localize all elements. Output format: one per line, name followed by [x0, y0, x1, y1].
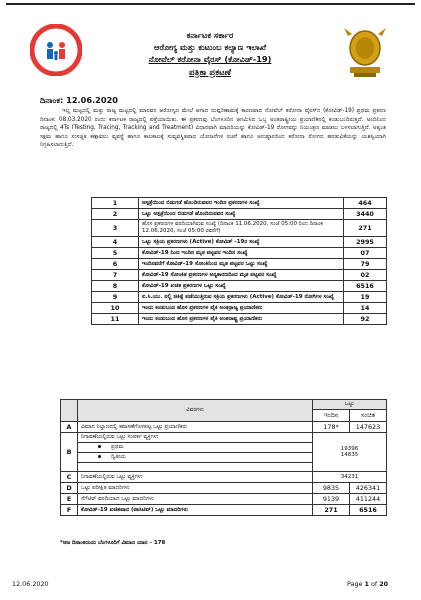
row-value: 14 — [344, 303, 387, 314]
row-label: ಕೋವಿಡ್-19 ಖಚಿತವಾದ (ಪಾಸಿಟಿವ್) ಒಟ್ಟು ಮಾದರಿಗಳು — [78, 505, 313, 516]
row-value: 464 — [344, 198, 387, 209]
row-label: ಇಂದು ಕಂಡುಬಂದ ಹೊಸ ಪ್ರಕರಣಗಳ ಪೈಕಿ ಅಂತರ್ರಾಜ್ಯ ಪ್ರಯಾಣಿಕರು — [139, 303, 344, 314]
summary-table — [91, 197, 387, 325]
row-label: ನೆಗೆಟಿವ್ ವರದಿಯಾದ ಒಟ್ಟು ಮಾದರಿಗಳು — [78, 494, 313, 505]
table-header-row — [61, 400, 387, 410]
row-number: 8 — [92, 281, 139, 292]
page-number — [347, 580, 388, 588]
secondary-contacts-value: 14835 — [340, 452, 359, 458]
row-cumulative: 6516 — [350, 505, 387, 516]
row-letter: D — [61, 483, 78, 494]
karnataka-emblem-logo — [342, 24, 388, 80]
list-item — [78, 443, 313, 453]
row-label: ಒಟ್ಟು ಪರೀಕ್ಷಿತ ಮಾದರಿಗಳು — [78, 483, 313, 494]
row-value: 07 — [344, 248, 387, 259]
table-row — [92, 270, 387, 281]
row-cumulative: 147623 — [350, 422, 387, 433]
row-number: 5 — [92, 248, 139, 259]
row-letter: F — [61, 505, 78, 516]
table-row — [61, 494, 387, 505]
row-label: ನಿಗಾವಣೆಯಲ್ಲಿರುವ ಒಟ್ಟು ಸಂಪರ್ಕ ವ್ಯಕ್ತಿಗಳು — [78, 433, 313, 443]
row-number: 4 — [92, 237, 139, 248]
row-letter: C — [61, 472, 78, 483]
table-row — [61, 433, 387, 443]
table-row — [61, 483, 387, 494]
row-value: 3440 — [344, 209, 387, 220]
row-letter: B — [61, 433, 78, 472]
footer-date: 12.06.2020 — [12, 580, 49, 588]
row-label: ಇಂದು ಕಂಡುಬಂದ ಹೊಸ ಪ್ರಕರಣಗಳ ಪೈಕಿ ಅಂತರಾಷ್ಟ್ರ ಪ್ರಯಾಣಿಕರು — [139, 314, 344, 325]
row-number: 10 — [92, 303, 139, 314]
row-number: 7 — [92, 270, 139, 281]
row-number: 3 — [92, 220, 139, 237]
header-today: ಇಂದಿನ — [313, 410, 350, 422]
row-number: 6 — [92, 259, 139, 270]
row-value: 19 — [344, 292, 387, 303]
bullet-icon — [98, 445, 101, 448]
table-row — [92, 237, 387, 248]
row-label: ಒಟ್ಟು ಸಕ್ರಿಯ ಪ್ರಕರಣಗಳು (Active) ಕೋವಿಡ್ -19ರ ಸಂಖ್ಯೆ — [139, 237, 344, 248]
table-row — [92, 198, 387, 209]
row-label: ವಿಮಾನ ನಿಲ್ದಾಣದಲ್ಲಿ ತಪಾಸಣೆಗೊಳಪಟ್ಟ ಒಟ್ಟು ಪ್ರಯಾಣಿಕರು — [78, 422, 313, 433]
row-label: ಕೋವಿಡ್-19 ನಿಂದ ಇಂದಿನ ಮೃತ ಪಟ್ಟವರ ಇಂದಿನ ಸಂಖ್ಯೆ — [139, 248, 344, 259]
row-number: 1 — [92, 198, 139, 209]
row-cumulative: 411244 — [350, 494, 387, 505]
page-of: of — [368, 580, 380, 588]
table-row — [92, 281, 387, 292]
header-total: ಒಟ್ಟು — [313, 400, 387, 410]
subject-title: ನೋವೆಲ್ ಕರೋನಾ ವೈರಸ್ (ಕೋವಿಡ್-19) — [148, 54, 272, 64]
row-number: 9 — [92, 292, 139, 303]
intro-paragraph — [40, 107, 386, 150]
row-value: 79 — [344, 259, 387, 270]
primary-contacts-value: 19396 — [340, 446, 359, 452]
row-label: ಇಂದಿನವರೆಗೆ ಕೋವಿಡ್-19 ಸೋಂಕಿನಿಂದ ಮೃತ ಪಟ್ಟವರ ಒಟ್ಟು ಸಂಖ್ಯೆ — [139, 259, 344, 270]
row-letter: E — [61, 494, 78, 505]
row-today: 9139 — [313, 494, 350, 505]
row-label: ಕೋವಿಡ್-19 ಸೋಂಕಿತ ಪ್ರಕರಣಗಳ ಅನ್ಯಕಾರಣದಿಂದ ಮೃತ ಪಟ್ಟವರ ಸಂಖ್ಯೆ — [139, 270, 344, 281]
press-release-title: ಪತ್ರಿಕಾ ಪ್ರಕಟಣೆ — [189, 68, 231, 78]
table-row — [92, 303, 387, 314]
page-prefix: Page — [347, 580, 365, 588]
table-row — [92, 209, 387, 220]
row-number: 2 — [92, 209, 139, 220]
row-today: 178* — [313, 422, 350, 433]
surveillance-table — [60, 399, 387, 516]
bullet-icon — [98, 455, 101, 458]
row-value: 92 — [344, 314, 387, 325]
row-label: ನಿಗಾವಣೆಯಲ್ಲಿರುವ ಒಟ್ಟು ವ್ಯಕ್ತಿಗಳು — [78, 472, 313, 483]
row-today: 271 — [313, 505, 350, 516]
spacer-cell — [78, 463, 313, 472]
row-today: 9835 — [313, 483, 350, 494]
footnote: *ಆಜ ದಿನಾಂಕದಂದು ಬೆಂಗಳೂರಿಗೆ ವಿಮಾನ ಯಾನ – 178 — [60, 540, 166, 546]
department-title: ಆರೋಗ್ಯ ಮತ್ತು ಕುಟುಂಬ ಕಲ್ಯಾಣ ಇಲಾಖೆ — [153, 42, 267, 52]
header-cell — [61, 400, 78, 422]
table-row — [92, 220, 387, 237]
row-value: 2995 — [344, 237, 387, 248]
table-row — [92, 259, 387, 270]
row-label: ಹೊಸ ಪ್ರಕರಣಗಳ ವರದಿಯಾಗಿರುವ ಸಂಖ್ಯೆ (ದಿನಾಂಕ 11.06.2020, ಸಂಜೆ 05:00 ರಿಂದ ದಿನಾಂಕ 12.06.2020, ಸಂಜೆ 05:00 ರವರೆಗೆ) — [139, 220, 344, 237]
table-row — [92, 248, 387, 259]
row-value: 34231 — [313, 472, 387, 483]
row-number: 11 — [92, 314, 139, 325]
row-label: ಕೋವಿಡ್-19 ಖಚಿತ ಪ್ರಕರಣಗಳ ಒಟ್ಟು ಸಂಖ್ಯೆ — [139, 281, 344, 292]
row-label: ಒಟ್ಟು ಆಸ್ಪತ್ರೆಯಿಂದ ಬಿಡುಗಡೆ ಹೊಂದಿರುವವರ ಸಂಖ್ಯೆ — [139, 209, 344, 220]
release-date: ದಿನಾಂಕ: 12.06.2020 — [40, 95, 118, 105]
table-row — [92, 314, 387, 325]
header-details: ವಿವರಗಳು — [78, 400, 313, 422]
page-no: 1 — [364, 580, 369, 588]
national-health-mission-logo — [30, 24, 82, 76]
top-rule — [6, 3, 415, 5]
header-cumulative: ಸಂಚಿತ — [350, 410, 387, 422]
row-cumulative: 426341 — [350, 483, 387, 494]
contacts-values — [313, 433, 387, 472]
table-row — [61, 472, 387, 483]
row-label: ಆಸ್ಪತ್ರೆಯಿಂದ ಬಿಡುಗಡೆ ಹೊಂದಿರುವವರ ಇಂದಿನ ಪ್ರಕರಣಗಳ ಸಂಖ್ಯೆ — [139, 198, 344, 209]
row-letter: A — [61, 422, 78, 433]
page-total: 20 — [379, 580, 389, 588]
primary-label: ಪ್ರಥಮ — [111, 444, 124, 450]
secondary-label: ದ್ವಿತೀಯ — [111, 454, 126, 460]
government-title: ಕರ್ನಾಟಕ ಸರ್ಕಾರ — [186, 30, 234, 40]
row-value: 271 — [344, 220, 387, 237]
table-row — [92, 292, 387, 303]
row-value: 02 — [344, 270, 387, 281]
table-row — [61, 505, 387, 516]
row-label: ಐ.ಸಿ.ಯು. ನಲ್ಲಿ ಚಿಕಿತ್ಸೆ ಪಡೆಯುತ್ತಿರುವ ಸಕ್ರಿಯ ಪ್ರಕರಣಗಳು (Active) ಕೋವಿಡ್-19 ರೋಗಿಗಳ ಸಂಖ್ಯೆ — [139, 292, 344, 303]
list-item — [78, 453, 313, 463]
row-value: 6516 — [344, 281, 387, 292]
intro-paragraph-text: ಇಲ್ಲ ಮಟ್ಟದಲ್ಲಿ ಮತ್ತು ರಾಜ್ಯ ಮಟ್ಟದಲ್ಲಿ ಮಾನವನ ಆರೋಗ್ಯದ ಮೇಲೆ ಆಗಾದ ದುಷ್ಪರಿಣಾಮಕ್ಕೆ ಕಾರಣವಾದ ನೋವೆಲ್ ಕರೋನಾ ವೈರಸ್‌ನ (ಕೋವಿಡ್-19) ಪ್ರಥಮ ಪ್ರಕರಣ ದಿನಾಂಕ: 08.03.2020 ರಂದು ಕರ್ನಾಟಕ ರಾಜ್ಯದಲ್ಲಿ ಪತ್ತೆಯಾಯಿತು. ಈ ಪ್ರಕರಣವು ಬೆಂಗಳೂರಿನ ಆಗಮಿಸಿದ ಒಬ್ಬ ಅಂತರಾಷ್ಟ್ರೀಯ ಪ್ರಯಾಣಿಕನಲ್ಲಿ ಕಂಡುಬಂದಿರುತ್ತದೆ. ಅಂದಿನಿಂದ ರಾಜ್ಯದಲ್ಲಿ 4Ts (Testing, Tracing, Tracking and Treatment) ವಿಧಾನವಾಗಿ ಮಾದರಿಯನ್ನು ಕೋವಿಡ್-19 ರೋಗವನ್ನು ನಿಯಂತ್ರಣ ಮಾಡಲು ಬಳಸಲಾಗುತ್ತಿದೆ. ಅತ್ಯಂತ ಸಕ್ಷಮ ಹಾಗೂ ಸುಸಜ್ಜಿತ ಕಣ್ಗಾವಲು ವ್ಯವಸ್ಥೆ ಹಾಗೂ ಕಾಲಕಾಲಕ್ಕೆ ಸುವ್ಯವಸ್ಥಿತವಾದ ಯೋಜನೆಗಳ ರಚನೆ ಹಾಗೂ ಅನುಷ್ಠಾನದಿಂದ ಕರೋನಾ ರೋಗದ ಹರಡುವಿಕೆಯನ್ನು ಯಶಸ್ವಿಯಾಗಿ ನಿಗ್ರಹಿಸಲಾಗುತ್ತಿದೆ. — [40, 108, 386, 149]
table-row — [61, 422, 387, 433]
